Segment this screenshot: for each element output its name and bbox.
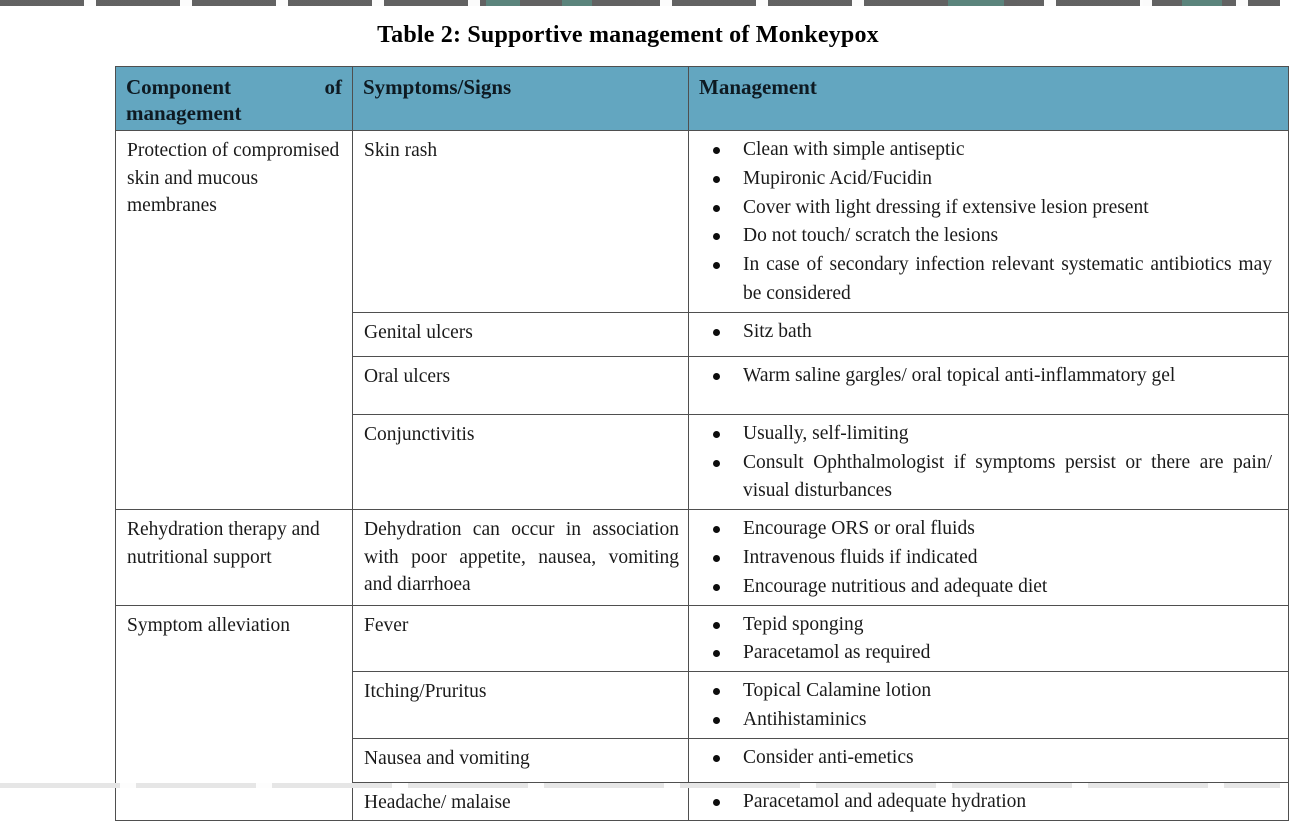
bottom-edge-cropped-content <box>0 783 1280 788</box>
management-list <box>689 611 1272 669</box>
management-cell <box>689 312 1289 356</box>
management-item: Do not touch/ scratch the lesions <box>689 222 1272 251</box>
management-item: Tepid sponging <box>689 611 1272 640</box>
management-item: Clean with simple antiseptic <box>689 136 1272 165</box>
management-list <box>689 744 1272 773</box>
symptom-cell-nausea-vomiting: Nausea and vomiting <box>353 738 689 782</box>
supportive-management-table <box>115 66 1289 821</box>
col-header-component-of-management: Component of management <box>116 67 353 131</box>
table-row <box>116 510 1289 605</box>
management-list <box>689 515 1272 601</box>
management-cell <box>689 414 1289 509</box>
symptom-cell-oral-ulcers: Oral ulcers <box>353 356 689 414</box>
component-cell-symptom-alleviation: Symptom alleviation <box>116 605 353 821</box>
management-cell <box>689 510 1289 605</box>
component-cell-rehydration: Rehydration therapy and nutritional support <box>116 510 353 605</box>
symptom-cell-itching-pruritus: Itching/Pruritus <box>353 672 689 739</box>
symptom-cell-headache-malaise: Headache/ malaise <box>353 782 689 821</box>
management-item: Encourage nutritious and adequate diet <box>689 573 1272 602</box>
management-cell <box>689 782 1289 821</box>
management-cell <box>689 605 1289 672</box>
management-cell <box>689 738 1289 782</box>
component-cell-skin-protection: Protection of compromised skin and mucous membranes <box>116 131 353 510</box>
col-header-symptoms-signs: Symptoms/Signs <box>353 67 689 131</box>
management-item: Paracetamol and adequate hydration <box>689 788 1272 817</box>
management-list <box>689 788 1272 817</box>
management-item: Mupironic Acid/Fucidin <box>689 165 1272 194</box>
symptom-cell-skin-rash: Skin rash <box>353 131 689 313</box>
symptom-cell-dehydration: Dehydration can occur in association with poor appetite, nausea, vomiting and diarrhoea <box>353 510 689 605</box>
symptom-cell-conjunctivitis: Conjunctivitis <box>353 414 689 509</box>
management-item: Paracetamol as required <box>689 639 1272 668</box>
management-cell <box>689 356 1289 414</box>
management-item: Intravenous fluids if indicated <box>689 544 1272 573</box>
col-header-management: Management <box>689 67 1289 131</box>
top-edge-teal-segment <box>1182 0 1222 6</box>
management-item: Usually, self-limiting <box>689 420 1272 449</box>
table-row <box>116 605 1289 672</box>
table-row <box>116 131 1289 313</box>
top-edge-teal-segment <box>562 0 592 6</box>
management-item: Consider anti-emetics <box>689 744 1272 773</box>
management-cell <box>689 131 1289 313</box>
management-item: Encourage ORS or oral fluids <box>689 515 1272 544</box>
management-cell <box>689 672 1289 739</box>
management-item: Topical Calamine lotion <box>689 677 1272 706</box>
management-item: Sitz bath <box>689 318 1272 347</box>
management-item: Consult Ophthalmologist if symptoms persist or there are pain/ visual disturbances <box>689 449 1272 507</box>
management-list <box>689 318 1272 347</box>
management-item: Antihistaminics <box>689 706 1272 735</box>
table-header-row <box>116 67 1289 131</box>
top-edge-teal-segment <box>948 0 1004 6</box>
symptom-cell-genital-ulcers: Genital ulcers <box>353 312 689 356</box>
top-edge-teal-segment <box>486 0 520 6</box>
table-title: Table 2: Supportive management of Monkeypox <box>377 22 879 48</box>
management-item: Warm saline gargles/ oral topical anti-inflammatory gel <box>689 362 1272 391</box>
management-item: In case of secondary infection relevant systematic antibiotics may be considered <box>689 251 1272 309</box>
management-item: Cover with light dressing if extensive lesion present <box>689 194 1272 223</box>
management-list <box>689 136 1272 309</box>
management-list <box>689 362 1272 391</box>
management-list <box>689 677 1272 735</box>
symptom-cell-fever: Fever <box>353 605 689 672</box>
management-list <box>689 420 1272 506</box>
top-edge-cropped-content <box>0 0 1280 6</box>
